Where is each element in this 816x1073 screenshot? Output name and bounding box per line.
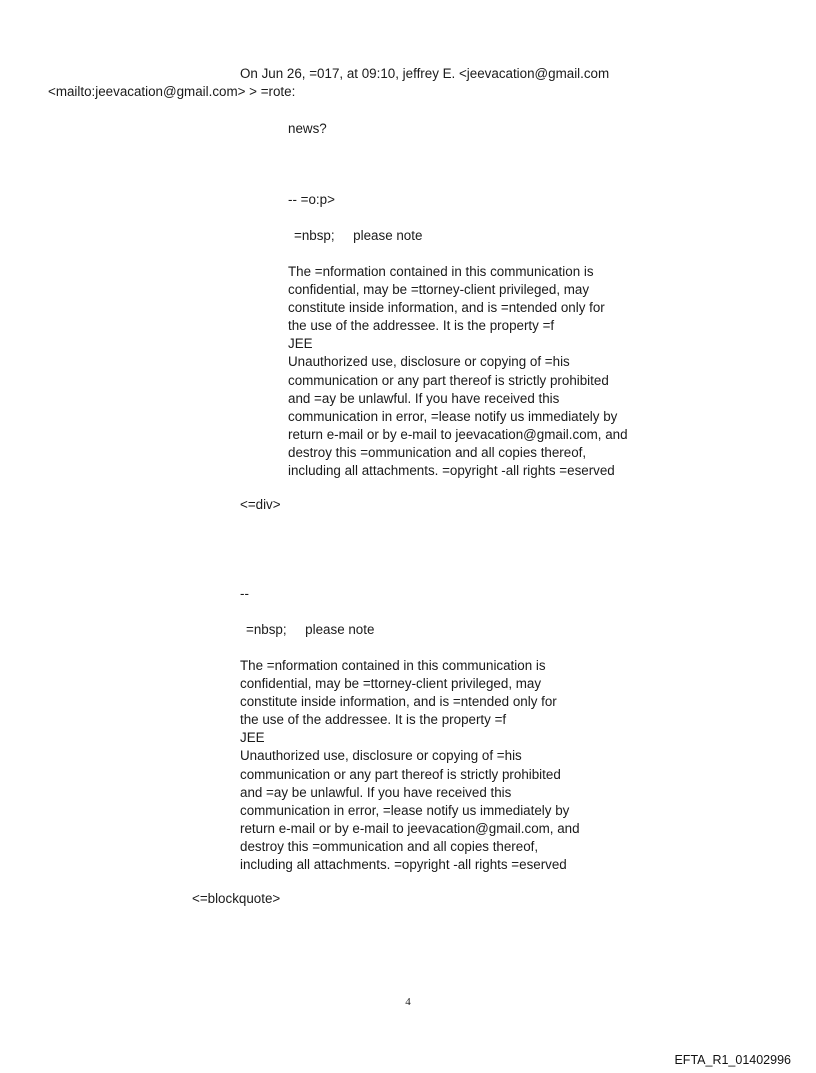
disclaimer-line: constitute inside information, and is =ntended only for (240, 694, 557, 710)
disclaimer-line: communication in error, =lease notify us immediately by (288, 408, 618, 424)
message-body: news? (288, 121, 327, 136)
email-header-line-1: On Jun 26, =017, at 09:10, jeffrey E. <jeevacation@gmail.com (240, 66, 610, 81)
disclaimer-line: communication or any part thereof is strictly prohibited (288, 372, 609, 388)
disclaimer-line: JEE (240, 730, 265, 746)
disclaimer-line: and =ay be unlawful. If you have received this (288, 390, 560, 406)
disclaimer-line: destroy this =ommunication and all copies thereof, (288, 444, 587, 460)
disclaimer-line: The =nformation contained in this communication is (288, 264, 594, 279)
disclaimer-line: communication or any part thereof is strictly prohibited (240, 766, 561, 782)
disclaimer-line: confidential, may be =ttorney-client privileged, may (240, 676, 542, 692)
disclaimer-line: return e-mail or by e-mail to jeevacation@gmail.com, and (240, 820, 580, 836)
disclaimer-line: and =ay be unlawful. If you have received this (240, 784, 512, 800)
signature-separator-2: -- (240, 586, 249, 601)
disclaimer-line: the use of the addressee. It is the property =f (288, 318, 555, 334)
disclaimer-line: the use of the addressee. It is the property =f (240, 712, 507, 728)
confidentiality-disclaimer-2 (240, 657, 580, 874)
disclaimer-line: confidential, may be =ttorney-client privileged, may (288, 282, 590, 298)
div-tag: <=div> (240, 497, 281, 512)
disclaimer-line: JEE (288, 336, 313, 352)
please-note-label: =nbsp; please note (294, 228, 423, 243)
disclaimer-line: Unauthorized use, disclosure or copying of =his (240, 748, 522, 764)
disclaimer-line: return e-mail or by e-mail to jeevacation@gmail.com, and (288, 426, 628, 442)
signature-separator: -- =o:p> (288, 192, 335, 207)
disclaimer-line: The =nformation contained in this communication is (240, 658, 546, 673)
blockquote-tag: <=blockquote> (192, 891, 281, 906)
confidentiality-disclaimer (288, 263, 628, 480)
disclaimer-line: Unauthorized use, disclosure or copying of =his (288, 354, 570, 370)
disclaimer-line: communication in error, =lease notify us immediately by (240, 802, 570, 818)
disclaimer-line: including all attachments. =opyright -all rights =eserved (288, 463, 615, 479)
email-header-line-2: <mailto:jeevacation@gmail.com> > =rote: (48, 84, 296, 99)
disclaimer-line: including all attachments. =opyright -all rights =eserved (240, 857, 567, 873)
page-number: 4 (405, 996, 411, 1008)
please-note-label-2: =nbsp; please note (246, 622, 375, 637)
disclaimer-line: constitute inside information, and is =ntended only for (288, 300, 605, 316)
document-id: EFTA_R1_01402996 (674, 1053, 791, 1067)
disclaimer-line: destroy this =ommunication and all copies thereof, (240, 838, 539, 854)
